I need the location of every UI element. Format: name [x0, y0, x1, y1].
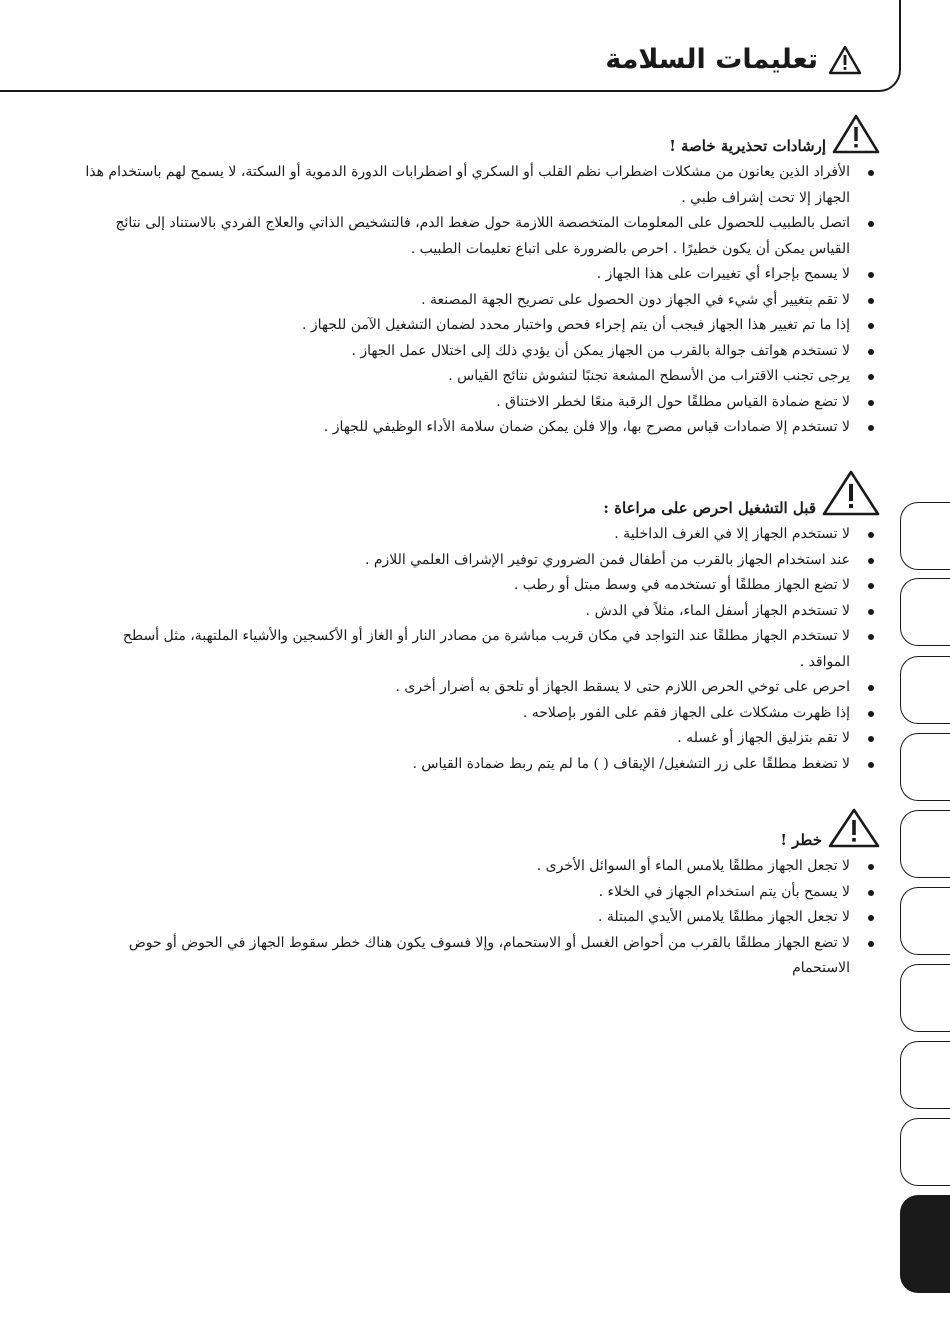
- bullet-list: [80, 854, 880, 982]
- side-tab[interactable]: [900, 656, 950, 724]
- list-item: لا تستخدم هواتف جوالة بالقرب من الجهاز يمكن أن يؤدي ذلك إلى اختلال عمل الجهاز .: [80, 339, 880, 365]
- warning-triangle-icon: [832, 114, 880, 154]
- list-item: لا تقم بتزليق الجهاز أو غسله .: [80, 726, 880, 752]
- list-item: لا تقم بتغيير أي شيء في الجهاز دون الحصول على تصريح الجهة المصنعة .: [80, 288, 880, 314]
- list-item: احرص على توخي الحرص اللازم حتى لا يسقط الجهاز أو تلحق به أضرار أخرى .: [80, 675, 880, 701]
- list-item: لا تضع ضمادة القياس مطلقًا حول الرقبة منعًا لخطر الاختناق .: [80, 390, 880, 416]
- list-item: لا تستخدم الجهاز إلا في الغرف الداخلية .: [80, 522, 880, 548]
- side-tab[interactable]: [900, 578, 950, 646]
- list-item: الأفراد الذين يعانون من مشكلات اضطراب نظم القلب أو السكري أو اضطرابات الدورة الدموية أو السكتة، لا يسمح لهم باستخدام هذا الجهاز إلا تحت إشراف طبي .: [80, 160, 880, 211]
- warning-triangle-icon: [828, 45, 862, 75]
- section-heading-text: إرشادات تحذيرية خاصة !: [669, 137, 826, 155]
- bullet-list: [80, 160, 880, 441]
- section-heading-text: خطر !: [780, 831, 822, 849]
- side-tab-active[interactable]: [900, 1195, 950, 1293]
- list-item: لا تضع الجهاز مطلقًا بالقرب من أحواض الغسل أو الاستحمام، وإلا فسوف يكون هناك خطر سقوط الجهاز في الحوض أو حوض الاستحمام: [80, 931, 880, 982]
- side-tab[interactable]: [900, 964, 950, 1032]
- list-item: إذا ما تم تغيير هذا الجهاز فيجب أن يتم إجراء فحص واختبار محدد لضمان التشغيل الآمن للجهاز .: [80, 313, 880, 339]
- side-tab[interactable]: [900, 810, 950, 878]
- section-special-warnings: [80, 114, 880, 441]
- list-item: يرجى تجنب الاقتراب من الأسطح المشعة تجنبًا لتشوش نتائج القياس .: [80, 364, 880, 390]
- section-before-operation: [80, 470, 880, 777]
- list-item: عند استخدام الجهاز بالقرب من أطفال فمن الضروري توفير الإشراف العلمي اللازم .: [80, 548, 880, 574]
- side-tab[interactable]: [900, 733, 950, 801]
- side-tab[interactable]: [900, 1118, 950, 1186]
- section-heading: [80, 114, 880, 154]
- list-item: لا تضع الجهاز مطلقًا أو تستخدمه في وسط مبتل أو رطب .: [80, 573, 880, 599]
- page-title-text: تعليمات السلامة: [605, 44, 818, 75]
- list-item: لا تجعل الجهاز مطلقًا يلامس الأيدي المبتلة .: [80, 905, 880, 931]
- section-heading: [80, 470, 880, 516]
- list-item: اتصل بالطبيب للحصول على المعلومات المتخصصة اللازمة حول ضغط الدم، فالتشخيص الذاتي والعلاج الفردي بالاستناد إلى نتائج القياس يمكن أن يكون خطيرًا . احرص بالضرورة على اتباع تعليمات الطبيب .: [80, 211, 880, 262]
- section-danger: [80, 808, 880, 982]
- list-item: لا تجعل الجهاز مطلقًا يلامس الماء أو السوائل الأخرى .: [80, 854, 880, 880]
- list-item: إذا ظهرت مشكلات على الجهاز فقم على الفور بإصلاحه .: [80, 701, 880, 727]
- section-heading: [80, 808, 880, 848]
- section-heading-text: قبل التشغيل احرص على مراعاة :: [603, 499, 816, 517]
- list-item: لا تضغط مطلقًا على زر التشغيل/ الإيقاف ( ) ما لم يتم ربط ضمادة القياس .: [80, 752, 880, 778]
- list-item: لا يسمح بإجراء أي تغييرات على هذا الجهاز .: [80, 262, 880, 288]
- page-title: [605, 44, 862, 75]
- side-tab[interactable]: [900, 1041, 950, 1109]
- side-tab[interactable]: [900, 887, 950, 955]
- list-item: لا تستخدم الجهاز أسفل الماء، مثلاً في الدش .: [80, 599, 880, 625]
- side-tab[interactable]: [900, 502, 950, 570]
- list-item: لا تستخدم إلا ضمادات قياس مصرح بها، وإلا فلن يمكن ضمان سلامة الأداء الوظيفي للجهاز .: [80, 415, 880, 441]
- list-item: لا يسمح بأن يتم استخدام الجهاز في الخلاء .: [80, 880, 880, 906]
- list-item: لا تستخدم الجهاز مطلقًا عند التواجد في مكان قريب مباشرة من مصادر النار أو الغاز أو الأكسجين والأشياء الملتهبة، مثل أسطح المواقد .: [80, 624, 880, 675]
- warning-triangle-icon: [822, 470, 880, 516]
- warning-triangle-icon: [828, 808, 880, 848]
- bullet-list: [80, 522, 880, 777]
